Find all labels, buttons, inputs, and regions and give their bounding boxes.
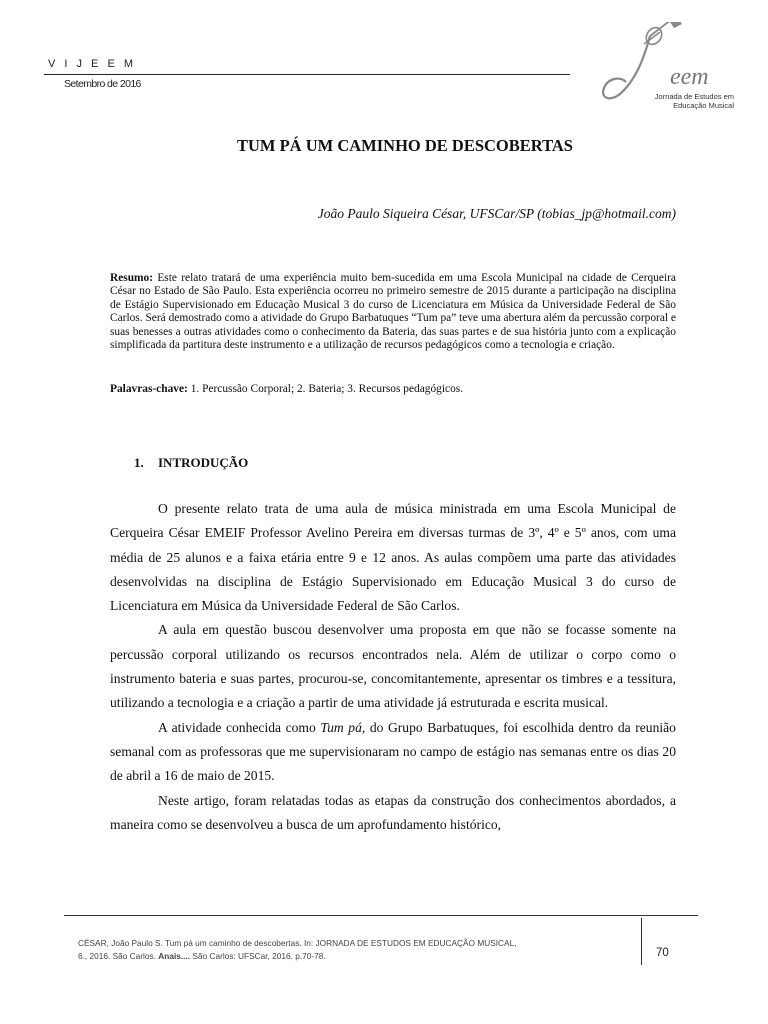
citation-line: CÉSAR, João Paulo S. Tum pá um caminho de descobertas. In: JORNADA DE ESTUDOS EM EDUCAÇÃO MUSICAL, — [78, 938, 517, 948]
keywords-text: 1. Percussão Corporal; 2. Bateria; 3. Recursos pedagógicos. — [190, 383, 464, 395]
footer-divider — [641, 918, 642, 965]
section-heading — [134, 455, 248, 471]
paragraph: O presente relato trata de uma aula de música ministrada em uma Escola Municipal de Cerqueira César EMEIF Professor Avelino Pereira em diversas turmas de 3º, 4º e 5º anos, com uma média de 25 alunos e a faixa etária entre 9 e 12 anos. As aulas compõem uma parte das atividades desenvolvidas na disciplina de Estágio Supervisionado em Educação Musical 3 do curso de Licenciatura em Música da Universidade Federal de São Carlos. — [110, 501, 676, 614]
section-title: INTRODUÇÃO — [158, 455, 249, 470]
event-date: Setembro de 2016 — [64, 78, 141, 90]
paragraph: Neste artigo, foram relatadas todas as etapas da construção dos conhecimentos abordados, a maneira como se desenvolveu a busca de um aprofundamento histórico, — [110, 792, 676, 832]
event-name: V I J E E M — [48, 58, 137, 70]
keywords — [110, 383, 676, 395]
header-rule — [44, 74, 570, 75]
jeem-logo — [592, 22, 742, 122]
page-number: 70 — [656, 947, 669, 959]
paragraph-text: , do Grupo Barbatuques, foi escolhida dentro da reunião semanal com as professoras que me supervisionaram no campo de estágio nas semanas entre os dias 20 de abril a 16 de maio de 2015. — [110, 719, 676, 784]
work-title: Tum pá — [320, 719, 362, 735]
abstract-text: Este relato tratará de uma experiência muito bem-sucedida em uma Escola Municipal na cidade de Cerqueira César no Estado de São Paulo. Esta experiência ocorreu no primeiro semestre de 2015 durante a participação na disciplina de Estágio Supervisionado em Educação Musical 3 do curso de Licenciatura em Música da Universidade Federal de São Carlos. Será demostrado como a atividade do Grupo Barbatuques “Tum pa” teve uma abertura além da percussão corporal e suas benesses a outras atividades como o conhecimento da Bateria, das suas partes e de sua história junto com a explicação simplificada da partitura deste instrumento e a utilização de recursos pedagógicos como a tecnologia e criação. — [110, 272, 676, 352]
body-text — [110, 497, 676, 837]
paragraph: A aula em questão buscou desenvolver uma proposta em que não se focasse somente na percussão corporal utilizando os recursos encontrados nela. Além de utilizar o corpo como o instrumento bateria e suas partes, procurou-se, concomitantemente, apresentar os timbres e a tessitura, utilizando a tecnologia e a criação a partir de uma atividade já estruturada e escrita musical. — [110, 622, 676, 711]
svg-text:eem: eem — [670, 64, 709, 90]
section-number: 1. — [134, 455, 144, 470]
citation-part: 6., 2016. São Carlos. — [78, 951, 159, 961]
citation-part: São Carlos: UFSCar, 2016. p.70-78. — [190, 951, 326, 961]
abstract — [110, 272, 676, 352]
footer-rule — [64, 915, 698, 916]
keywords-label: Palavras-chave: — [110, 383, 188, 395]
citation-line — [78, 950, 634, 963]
logo-tagline-1: Jornada de Estudos em — [654, 92, 734, 101]
citation-source: Anais.... — [158, 951, 191, 961]
author-line: João Paulo Siqueira César, UFSCar/SP (tobias_jp@hotmail.com) — [317, 206, 676, 221]
citation — [78, 937, 634, 963]
abstract-label: Resumo: — [110, 272, 154, 284]
paper-title: TUM PÁ UM CAMINHO DE DESCOBERTAS — [236, 136, 573, 155]
logo-tagline-2: Educação Musical — [673, 101, 734, 110]
paragraph-text: A atividade conhecida como — [158, 719, 321, 735]
paragraph — [110, 716, 676, 789]
